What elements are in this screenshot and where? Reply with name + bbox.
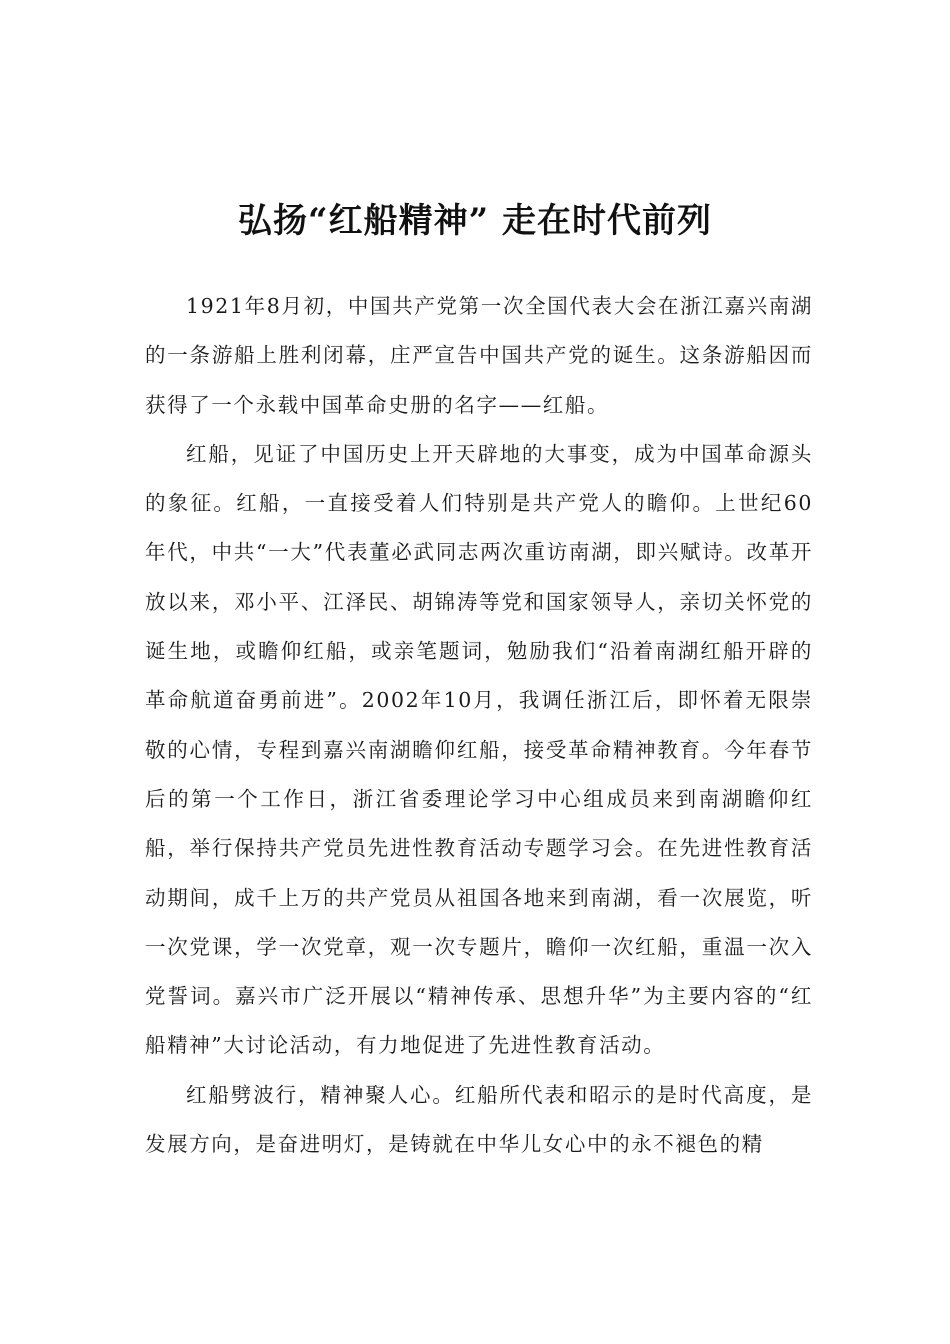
article-body: [145, 282, 813, 1169]
paragraph-1: 1921年8月初，中国共产党第一次全国代表大会在浙江嘉兴南湖的一条游船上胜利闭幕，庄严宣告中国共产党的诞生。这条游船因而获得了一个永载中国革命史册的名字——红船。: [145, 294, 813, 417]
paragraph-3: 红船劈波行，精神聚人心。红船所代表和昭示的是时代高度，是发展方向，是奋进明灯，是铸就在中华儿女心中的永不褪色的精: [145, 1082, 813, 1157]
page-title: 弘扬“红船精神” 走在时代前列: [238, 200, 712, 241]
paragraph-2: 红船，见证了中国历史上开天辟地的大事变，成为中国革命源头的象征。红船，一直接受着人们特别是共产党人的瞻仰。上世纪60年代，中共“一大”代表董必武同志两次重访南湖，即兴赋诗。改革开放以来，邓小平、江泽民、胡锦涛等党和国家领导人，亲切关怀党的诞生地，或瞻仰红船，或亲笔题词，勉励我们“沿着南湖红船开辟的革命航道奋勇前进”。2002年10月，我调任浙江后，即怀着无限崇敬的心情，专程到嘉兴南湖瞻仰红船，接受革命精神教育。今年春节后的第一个工作日，浙江省委理论学习中心组成员来到南湖瞻仰红船，举行保持共产党员先进性教育活动专题学习会。在先进性教育活动期间，成千上万的共产党员从祖国各地来到南湖，看一次展览，听一次党课，学一次党章，观一次专题片，瞻仰一次红船，重温一次入党誓词。嘉兴市广泛开展以“精神传承、思想升华”为主要内容的“红船精神”大讨论活动，有力地促进了先进性教育活动。: [145, 441, 813, 1058]
